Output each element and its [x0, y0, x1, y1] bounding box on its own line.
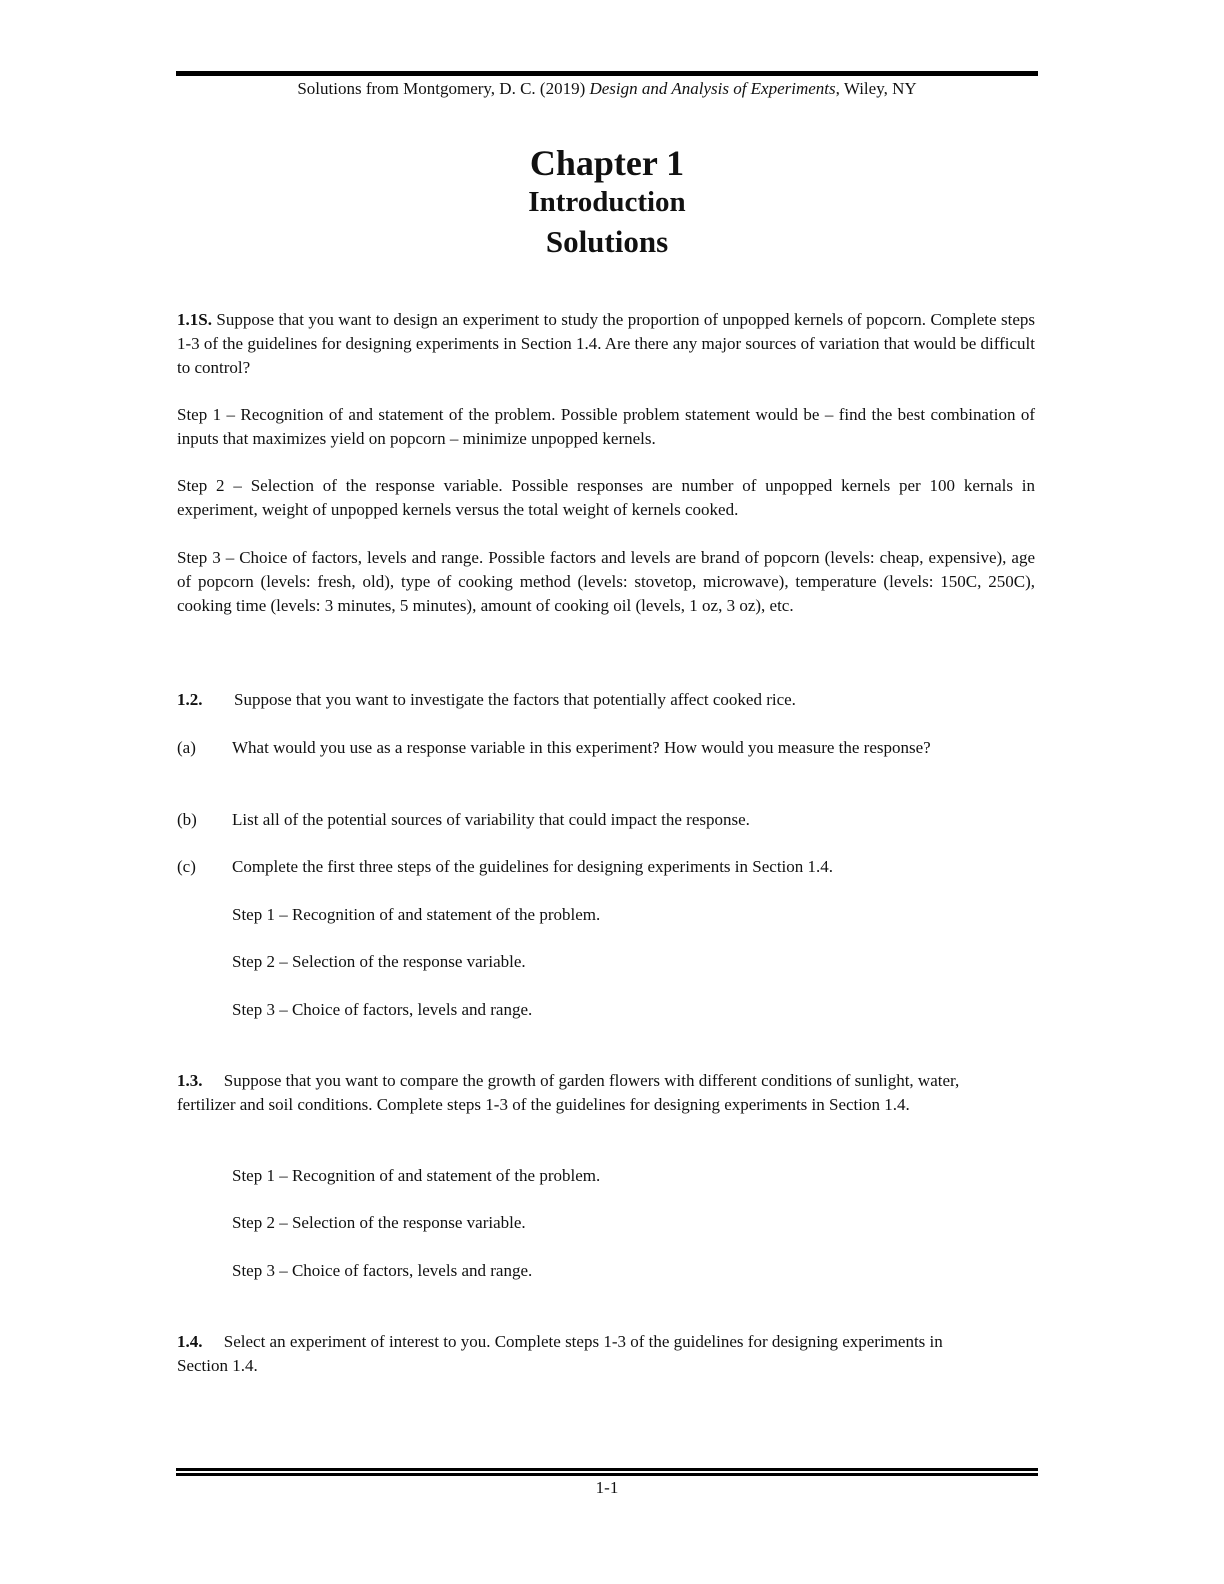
solution-step-2: Step 2 – Selection of the response variable. Possible responses are number of unpopped kernels per 100 kernals in experiment, weight of unpopped kernels versus the total weight of kernels cooked. [177, 476, 1035, 519]
problem-number: 1.2. [177, 690, 203, 709]
problem-text: Suppose that you want to compare the growth of garden flowers with different conditions of sunlight, water, fertilizer and soil conditions. Complete steps 1-3 of the guidelines for designing experiments in Section 1.4. [177, 1071, 960, 1114]
book-title: Design and Analysis of Experiments [589, 79, 836, 98]
step-3: Step 3 – Choice of factors, levels and range. [232, 1261, 533, 1280]
problem-text: Select an experiment of interest to you. Complete steps 1-3 of the guidelines for designing experiments in Section 1.4. [177, 1332, 943, 1375]
part-label: (c) [177, 857, 196, 876]
footer-rule [176, 1468, 1038, 1471]
running-header [176, 79, 1038, 99]
problem-text: Suppose that you want to investigate the factors that potentially affect cooked rice. [234, 690, 796, 709]
header-rule [176, 71, 1038, 76]
step-3: Step 3 – Choice of factors, levels and range. [232, 1000, 533, 1019]
footer-rule [176, 1473, 1038, 1476]
part-text: List all of the potential sources of variability that could impact the response. [232, 810, 750, 829]
part-text: Complete the first three steps of the guidelines for designing experiments in Section 1.4. [232, 857, 834, 876]
step-1: Step 1 – Recognition of and statement of the problem. [232, 905, 601, 924]
solution-step-1: Step 1 – Recognition of and statement of the problem. Possible problem statement would be – find the best combination of inputs that maximizes yield on popcorn – minimize unpopped kernels. [177, 405, 1035, 448]
header-prefix: Solutions from Montgomery, D. C. (2019) [297, 79, 590, 98]
problem-1-3 [177, 1069, 977, 1117]
page-number: 1-1 [595, 1478, 619, 1497]
problem-1-4 [177, 1330, 977, 1378]
chapter-subtitle: Introduction [528, 186, 686, 218]
step-2: Step 2 – Selection of the response variable. [232, 1213, 526, 1232]
problem-text: Suppose that you want to design an experiment to study the proportion of unpopped kernels of popcorn. Complete steps 1-3 of the guidelines for designing experiments in Section 1.4. Are there any major sources of variation that would be difficult to control? [177, 310, 1035, 377]
step-2: Step 2 – Selection of the response variable. [232, 952, 526, 971]
part-text: What would you use as a response variable in this experiment? How would you measure the response? [232, 738, 931, 757]
problem-1-1s [177, 308, 1035, 380]
solutions-title: Solutions [545, 224, 669, 259]
chapter-title: Chapter 1 [529, 143, 685, 183]
problem-number: 1.3. [177, 1071, 203, 1090]
solution-step-3: Step 3 – Choice of factors, levels and range. Possible factors and levels are brand of popcorn (levels: cheap, expensive), age of popcorn (levels: fresh, old), type of cooking method (levels: stovetop, microwave), temperature (levels: 150C, 250C), cooking time (levels: 3 minutes, 5 minutes), amount of cooking oil (levels, 1 oz, 3 oz), etc. [177, 548, 1035, 615]
part-label: (a) [177, 738, 196, 757]
problem-number: 1.4. [177, 1332, 203, 1351]
header-suffix: , Wiley, NY [835, 79, 917, 98]
part-label: (b) [177, 810, 197, 829]
step-1: Step 1 – Recognition of and statement of the problem. [232, 1166, 601, 1185]
problem-number: 1.1S. [177, 310, 212, 329]
